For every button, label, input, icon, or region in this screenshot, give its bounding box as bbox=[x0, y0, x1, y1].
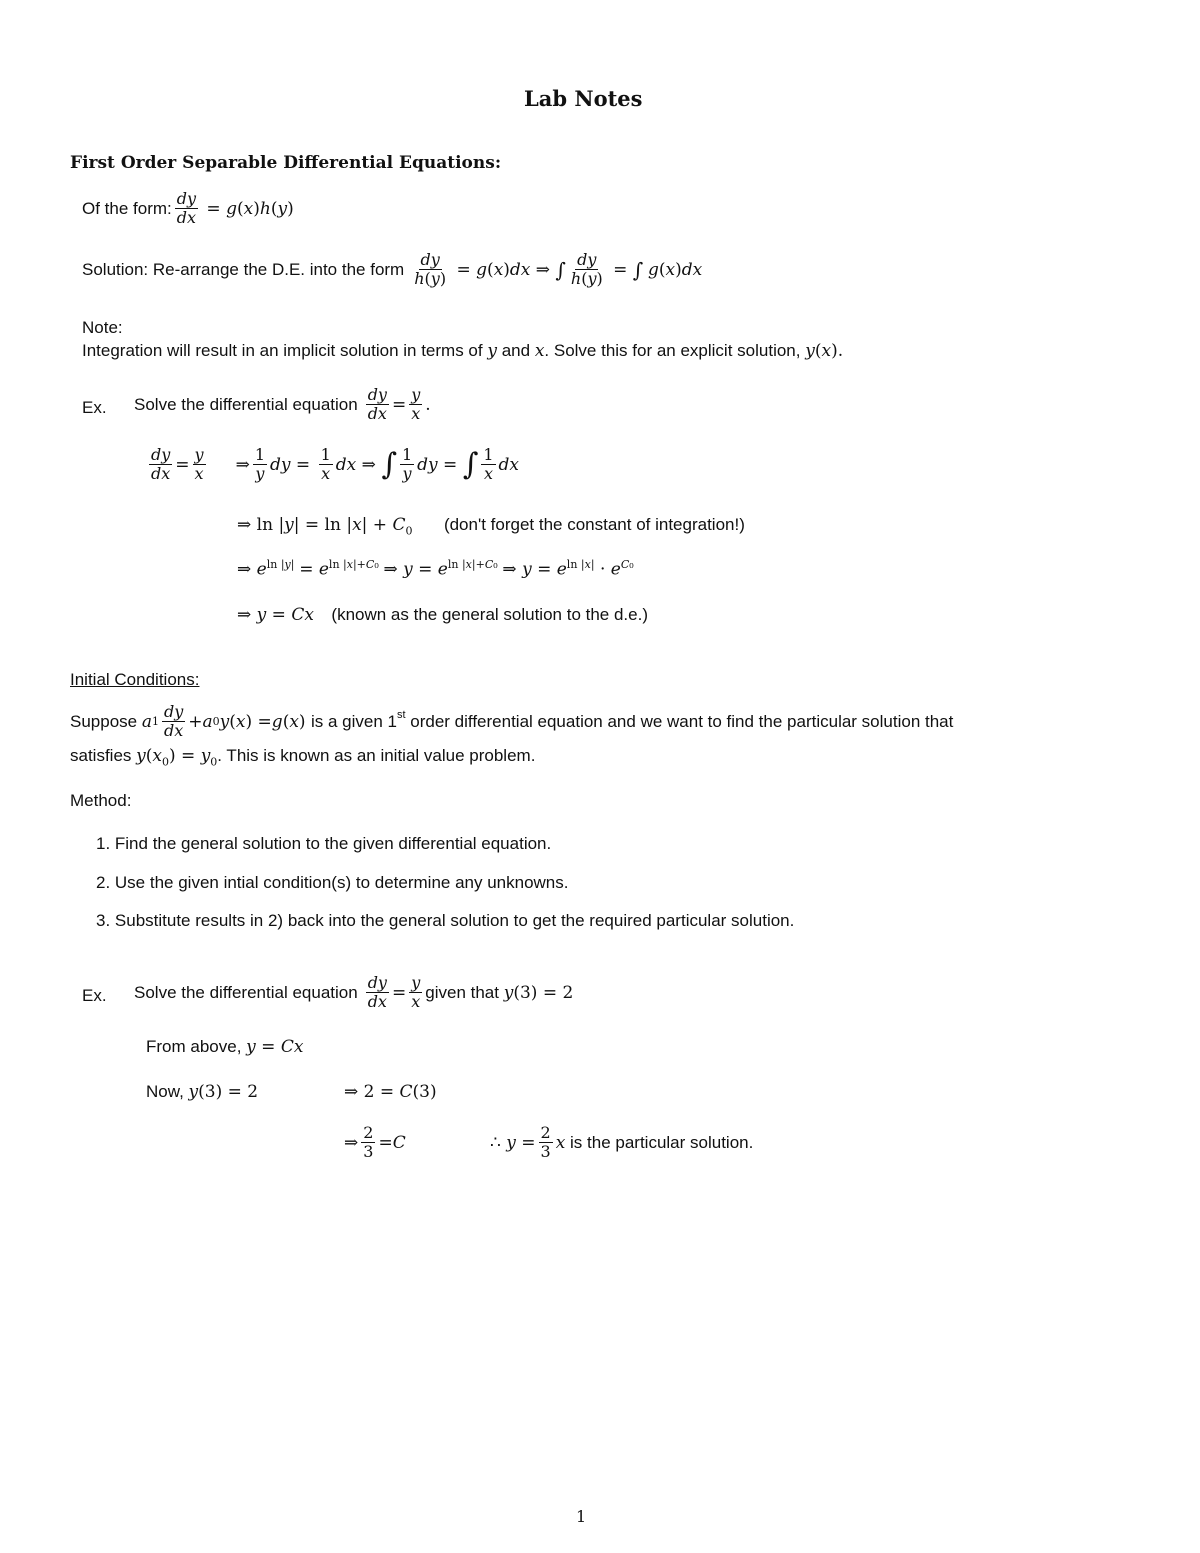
form-line: Of the form: $\frac{dy}{dx}$ = g ( x ) h ( y ) bbox=[82, 189, 294, 228]
example1-step2: ⇒ $\ln |y| = \ln |x| + C_0$ (don't forget the constant of integration!) bbox=[237, 515, 745, 538]
method-step-1: 1. Find the general solution to the given differential equation. bbox=[96, 834, 552, 853]
example2-given: given that bbox=[425, 982, 499, 1002]
page-title: Lab Notes bbox=[524, 86, 643, 111]
example2-text: Solve the differential equation bbox=[134, 982, 358, 1002]
example1-label: Ex. bbox=[82, 398, 107, 417]
form-prefix: Of the form: bbox=[82, 198, 172, 218]
now-text: Now, bbox=[146, 1082, 184, 1101]
method-label: Method: bbox=[70, 791, 132, 810]
note-text-c: . Solve this for an explicit solution, bbox=[544, 341, 801, 360]
page-number: 1 bbox=[576, 1507, 587, 1526]
example1-statement: Solve the differential equation $\frac{dy}{dx}$ = $\frac{y}{x}$ . bbox=[134, 385, 431, 424]
suppose-word: Suppose bbox=[70, 711, 138, 731]
from-above-line: From above, y = Cx bbox=[146, 1037, 304, 1057]
constant-reminder: (don't forget the constant of integration!) bbox=[443, 515, 745, 534]
example1-step1: $\frac{dy}{dx}$ = $\frac{y}{x}$ ⇒ $\frac{1}{y}$ dy = $\frac{1}{x}$ dx ⇒ ∫ $\frac{1}{y}$ dy = ∫ $\frac{1}{x}$ dx bbox=[151, 445, 520, 484]
solution-prefix: Solution: Re-arrange the D.E. into the form bbox=[82, 260, 405, 280]
para-d: . This is known as an initial value problem. bbox=[217, 746, 536, 765]
c-value-line: ⇒ $\frac{2}{3}$ = C bbox=[344, 1123, 406, 1162]
example1-step4: ⇒ y = Cx (known as the general solution to the d.e.) bbox=[237, 605, 648, 625]
method-step-3: 3. Substitute results in 2) back into the general solution to get the required particular solution. bbox=[96, 911, 795, 930]
dy-over-hy-fraction-2: $\frac{dy}{h(y)}$ bbox=[570, 250, 603, 289]
now-implication: ⇒ 2 = C(3) bbox=[344, 1082, 437, 1102]
example1-text: Solve the differential equation bbox=[134, 394, 358, 414]
example2-label: Ex. bbox=[82, 986, 107, 1005]
note-text-a: Integration will result in an implicit solution in terms of bbox=[82, 341, 483, 360]
example2-statement: Solve the differential equation $\frac{dy}{dx}$ = $\frac{y}{x}$ given that y (3) = 2 bbox=[134, 973, 574, 1012]
general-solution-note: (known as the general solution to the d.e.) bbox=[331, 605, 648, 624]
section-heading-initial-conditions: Initial Conditions: bbox=[70, 670, 200, 689]
dy-over-hy-fraction: $\frac{dy}{h(y)}$ bbox=[414, 250, 447, 289]
para-a: is a given 1 bbox=[310, 711, 397, 731]
para-b: order differential equation and we want to find the particular solution that bbox=[410, 711, 954, 731]
dy-dx-fraction: $\frac{dy}{dx}$ bbox=[176, 189, 197, 228]
ivp-paragraph-line1: Suppose a 1 $\frac{dy}{dx}$ + a 0 y ( x ) = g ( x ) is a given 1 $^{st}$ order differential equation and we want to find the particular solution that bbox=[70, 702, 954, 741]
para-c: satisfies bbox=[70, 746, 132, 765]
example1-step3: ⇒ $e^{ln |y|} = e^{ln |x|+C_0}$ ⇒ $y = e^{ln |x|+C_0}$ ⇒ $y = e^{ln |x|} \cdot e^{C_0}$ bbox=[237, 558, 634, 580]
section-heading-separable: First Order Separable Differential Equations: bbox=[70, 153, 502, 173]
ivp-paragraph-line2: satisfies $y(x_0) = y_0$. This is known as an initial value problem. bbox=[70, 746, 536, 769]
particular-solution-line: ∴ y = $\frac{2}{3}$ x is the particular solution. bbox=[490, 1123, 754, 1162]
note-text: Integration will result in an implicit solution in terms of y and x. Solve this for an explicit solution, y(x). bbox=[82, 341, 844, 361]
note-label: Note: bbox=[82, 318, 123, 337]
note-text-b: and bbox=[501, 341, 531, 360]
para-sup: st bbox=[396, 709, 406, 721]
conclusion-text: is the particular solution. bbox=[570, 1132, 754, 1152]
from-above-text: From above, bbox=[146, 1037, 242, 1056]
solution-line: Solution: Re-arrange the D.E. into the form $\frac{dy}{h(y)}$ = g ( x ) dx ⇒ ∫ $\frac{dy}{h(y)}$ = ∫ g ( x ) dx bbox=[82, 250, 703, 289]
now-line: Now, y(3) = 2 bbox=[146, 1082, 259, 1102]
method-step-2: 2. Use the given intial condition(s) to determine any unknowns. bbox=[96, 873, 569, 892]
